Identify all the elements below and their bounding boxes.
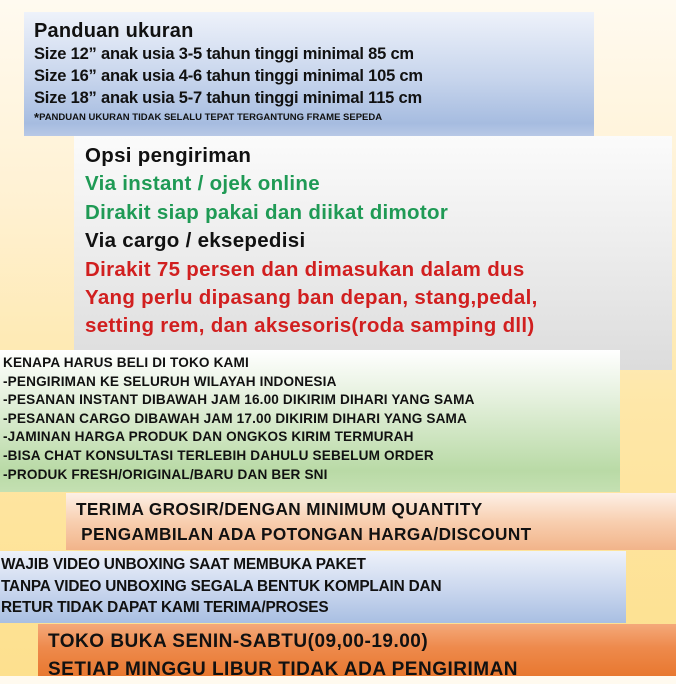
- wholesale-line-1: TERIMA GROSIR/DENGAN MINIMUM QUANTITY: [76, 499, 483, 519]
- store-hours-line-1: TOKO BUKA SENIN-SABTU(09,00-19.00): [48, 631, 429, 652]
- why-buy-panel: [0, 350, 620, 492]
- size-row-18: Size 18” anak usia 5-7 tahun tinggi minimal 115 cm: [34, 89, 422, 107]
- shipping-cargo-label: Via cargo / eksepedisi: [85, 229, 306, 253]
- shipping-cargo-desc-1: Dirakit 75 persen dan dimasukan dalam dus: [85, 257, 525, 281]
- why-buy-item: -PESANAN INSTANT DIBAWAH JAM 16.00 DIKIRIM DIHARI YANG SAMA: [3, 392, 475, 408]
- wholesale-line-2: PENGAMBILAN ADA POTONGAN HARGA/DISCOUNT: [76, 524, 532, 544]
- shipping-cargo-desc-2: Yang perlu dipasang ban depan, stang,pedal,: [85, 286, 538, 310]
- why-buy-item: -PENGIRIMAN KE SELURUH WILAYAH INDONESIA: [3, 373, 337, 389]
- why-buy-item: -PRODUK FRESH/ORIGINAL/BARU DAN BER SNI: [3, 466, 328, 482]
- size-guide-title: Panduan ukuran: [34, 20, 194, 42]
- unboxing-line-3: RETUR TIDAK DAPAT KAMI TERIMA/PROSES: [1, 599, 329, 617]
- unboxing-line-2: TANPA VIDEO UNBOXING SEGALA BENTUK KOMPLAIN DAN: [1, 577, 442, 595]
- unboxing-panel: [0, 551, 626, 623]
- size-row-16: Size 16” anak usia 4-6 tahun tinggi minimal 105 cm: [34, 67, 423, 85]
- size-guide-panel: [24, 12, 594, 136]
- shipping-instant-label: Via instant / ojek online: [85, 172, 320, 196]
- shipping-title: Opsi pengiriman: [85, 144, 252, 167]
- why-buy-item: -PESANAN CARGO DIBAWAH JAM 17.00 DIKIRIM DIHARI YANG SAMA: [3, 410, 467, 426]
- store-hours-panel: [38, 624, 676, 680]
- shipping-options-panel: [74, 136, 672, 370]
- size-row-12: Size 12” anak usia 3-5 tahun tinggi minimal 85 cm: [34, 45, 414, 63]
- unboxing-line-1: WAJIB VIDEO UNBOXING SAAT MEMBUKA PAKET: [1, 556, 366, 573]
- size-guide-note-text: PANDUAN UKURAN TIDAK SELALU TEPAT TERGANTUNG FRAME SEPEDA: [39, 112, 383, 123]
- size-guide-note: [34, 110, 594, 126]
- why-buy-item: -JAMINAN HARGA PRODUK DAN ONGKOS KIRIM TERMURAH: [3, 429, 414, 445]
- wholesale-panel: [66, 493, 676, 550]
- asterisk-icon: *: [34, 110, 40, 125]
- store-hours-line-2: SETIAP MINGGU LIBUR TIDAK ADA PENGIRIMAN: [48, 659, 519, 680]
- why-buy-title: KENAPA HARUS BELI DI TOKO KAMI: [3, 355, 249, 370]
- shipping-cargo-desc-3: setting rem, dan aksesoris(roda samping dll): [85, 314, 535, 338]
- why-buy-item: -BISA CHAT KONSULTASI TERLEBIH DAHULU SEBELUM ORDER: [3, 447, 434, 463]
- shipping-instant-desc: Dirakit siap pakai dan diikat dimotor: [85, 200, 449, 224]
